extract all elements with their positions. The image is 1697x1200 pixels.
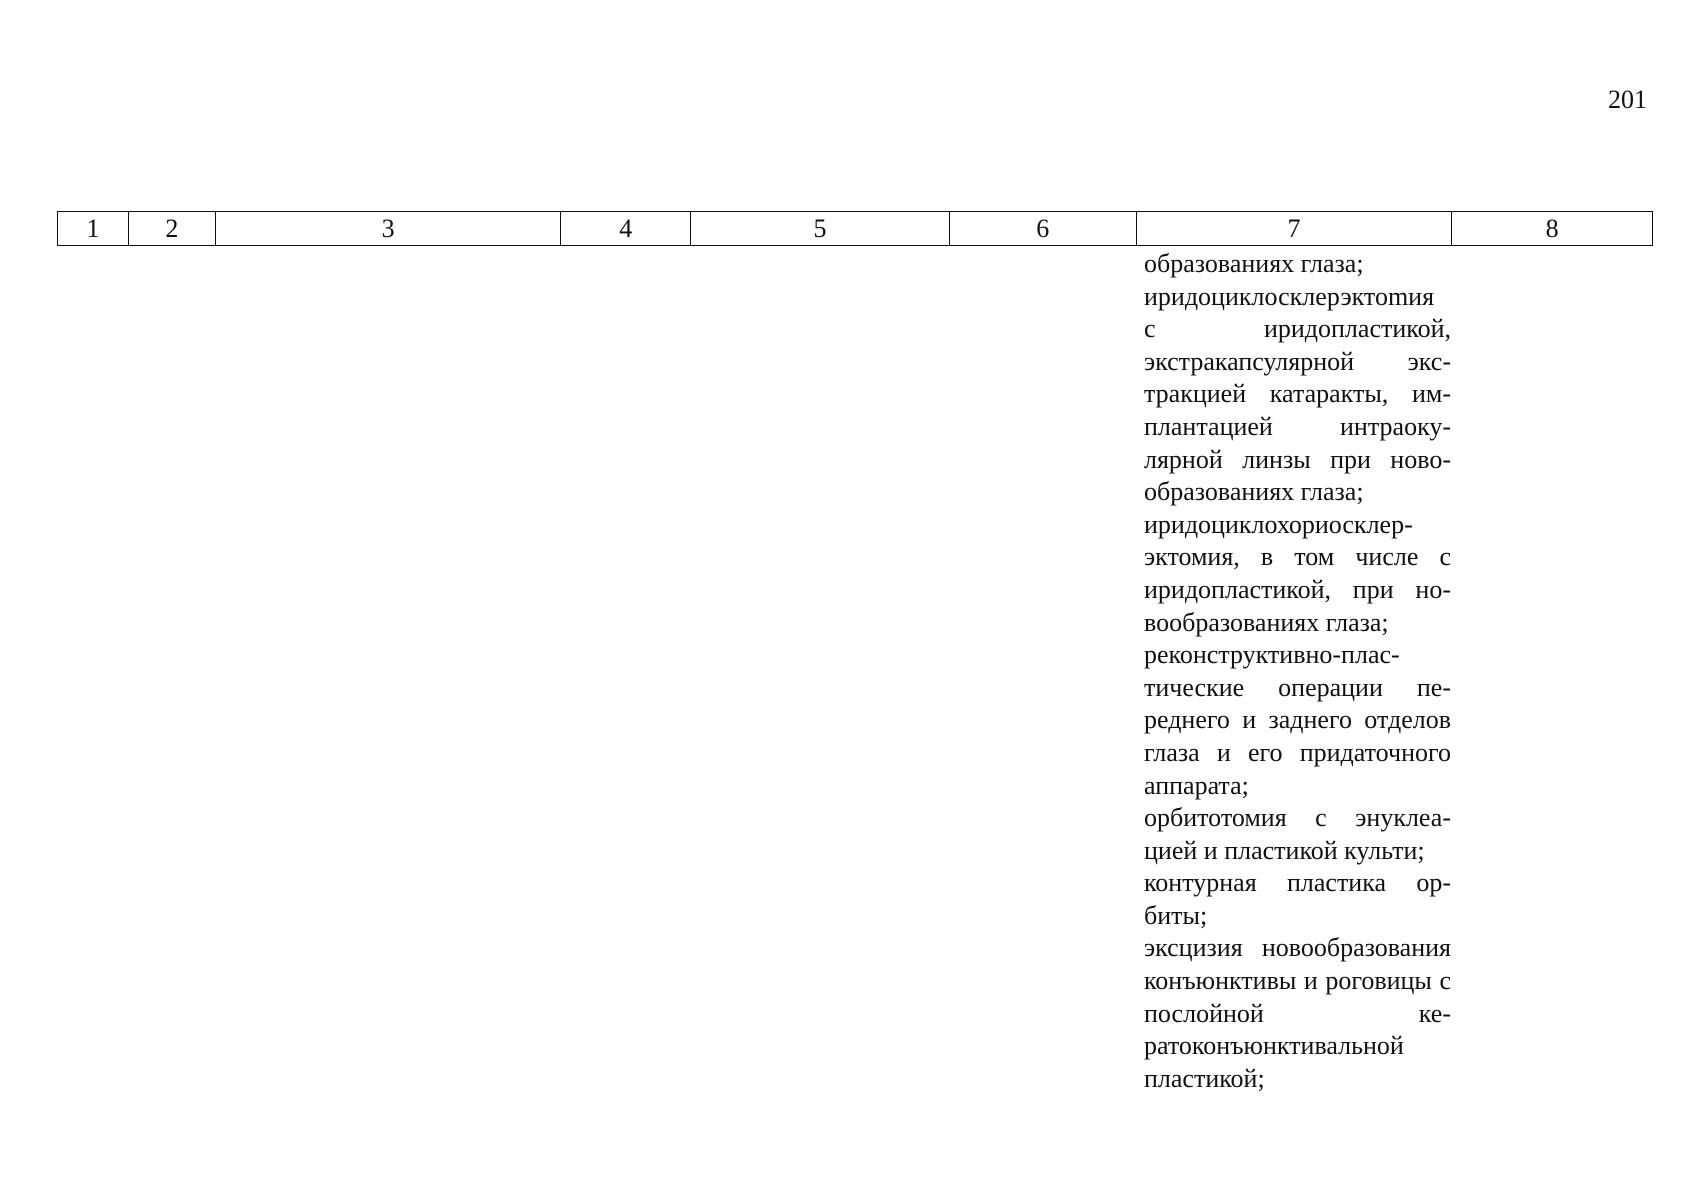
list-item: орбитотомия с энуклеацией и пластикой культи; — [1144, 803, 1451, 865]
page-number: 201 — [1608, 85, 1647, 114]
column-7-procedure-list — [1144, 248, 1451, 1095]
list-item: контурная пластика орбиты; — [1144, 868, 1451, 930]
column-number-2: 2 — [129, 212, 216, 245]
column-number-8: 8 — [1545, 213, 1559, 243]
list-item: иридоциклосклерэктоmия с иридопластикой, экстракапсулярной экстракцией катаракты, имплантацией интраокулярной линзы при новообразованиях глаза; — [1144, 281, 1451, 507]
list-item: эксцизия новообразования конъюнктивы и роговицы с послойной кератоконъюнктивальной пластикой; — [1144, 933, 1451, 1093]
table-column-numbers-row — [57, 211, 1653, 246]
column-number-3: 3 — [216, 212, 562, 245]
column-number-7: 7 — [1137, 212, 1453, 245]
column-number-1: 1 — [58, 212, 129, 245]
column-number-4: 4 — [561, 212, 691, 245]
column-number-6: 6 — [950, 212, 1137, 245]
list-item: реконструктивно-пластические операции переднего и заднего отделов глаза и его придаточного аппарата; — [1144, 640, 1451, 800]
list-item: образованиях глаза; — [1144, 249, 1364, 278]
list-item: иридоциклохориосклерэктомия, в том числе с иридопластикой, при новообразованиях глаза; — [1144, 509, 1451, 637]
column-number-5: 5 — [691, 212, 950, 245]
